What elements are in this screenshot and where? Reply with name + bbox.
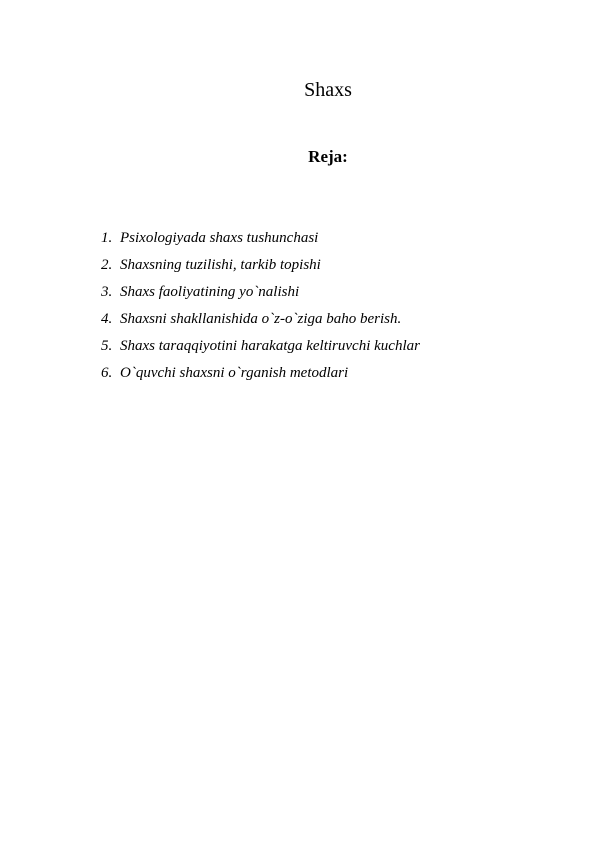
plan-heading: Reja: [308,147,348,166]
plan-item-number: 2. [101,257,113,273]
plan-item-text: Shaxs taraqqiyotini harakatga keltiruvchi kuchlar [120,338,420,354]
plan-item-3 [101,280,420,307]
plan-item-4 [101,307,420,334]
plan-item-6 [101,361,420,388]
plan-list [101,226,420,388]
plan-item-number: 3. [101,284,113,300]
plan-item-1 [101,226,420,253]
plan-item-number: 6. [101,365,113,381]
plan-item-5 [101,334,420,361]
plan-item-text: Psixologiyada shaxs tushunchasi [120,230,319,246]
plan-item-text: O`quvchi shaxsni o`rganish metodlari [120,365,349,381]
plan-item-text: Shaxsning tuzilishi, tarkib topishi [120,257,321,273]
plan-item-number: 1. [101,230,113,246]
plan-item-number: 5. [101,338,113,354]
document-title: Shaxs [304,79,352,101]
plan-item-number: 4. [101,311,113,327]
plan-item-text: Shaxs faoliyatining yo`nalishi [120,284,300,300]
plan-item-2 [101,253,420,280]
plan-item-text: Shaxsni shakllanishida o`z-o`ziga baho berish. [120,311,402,327]
